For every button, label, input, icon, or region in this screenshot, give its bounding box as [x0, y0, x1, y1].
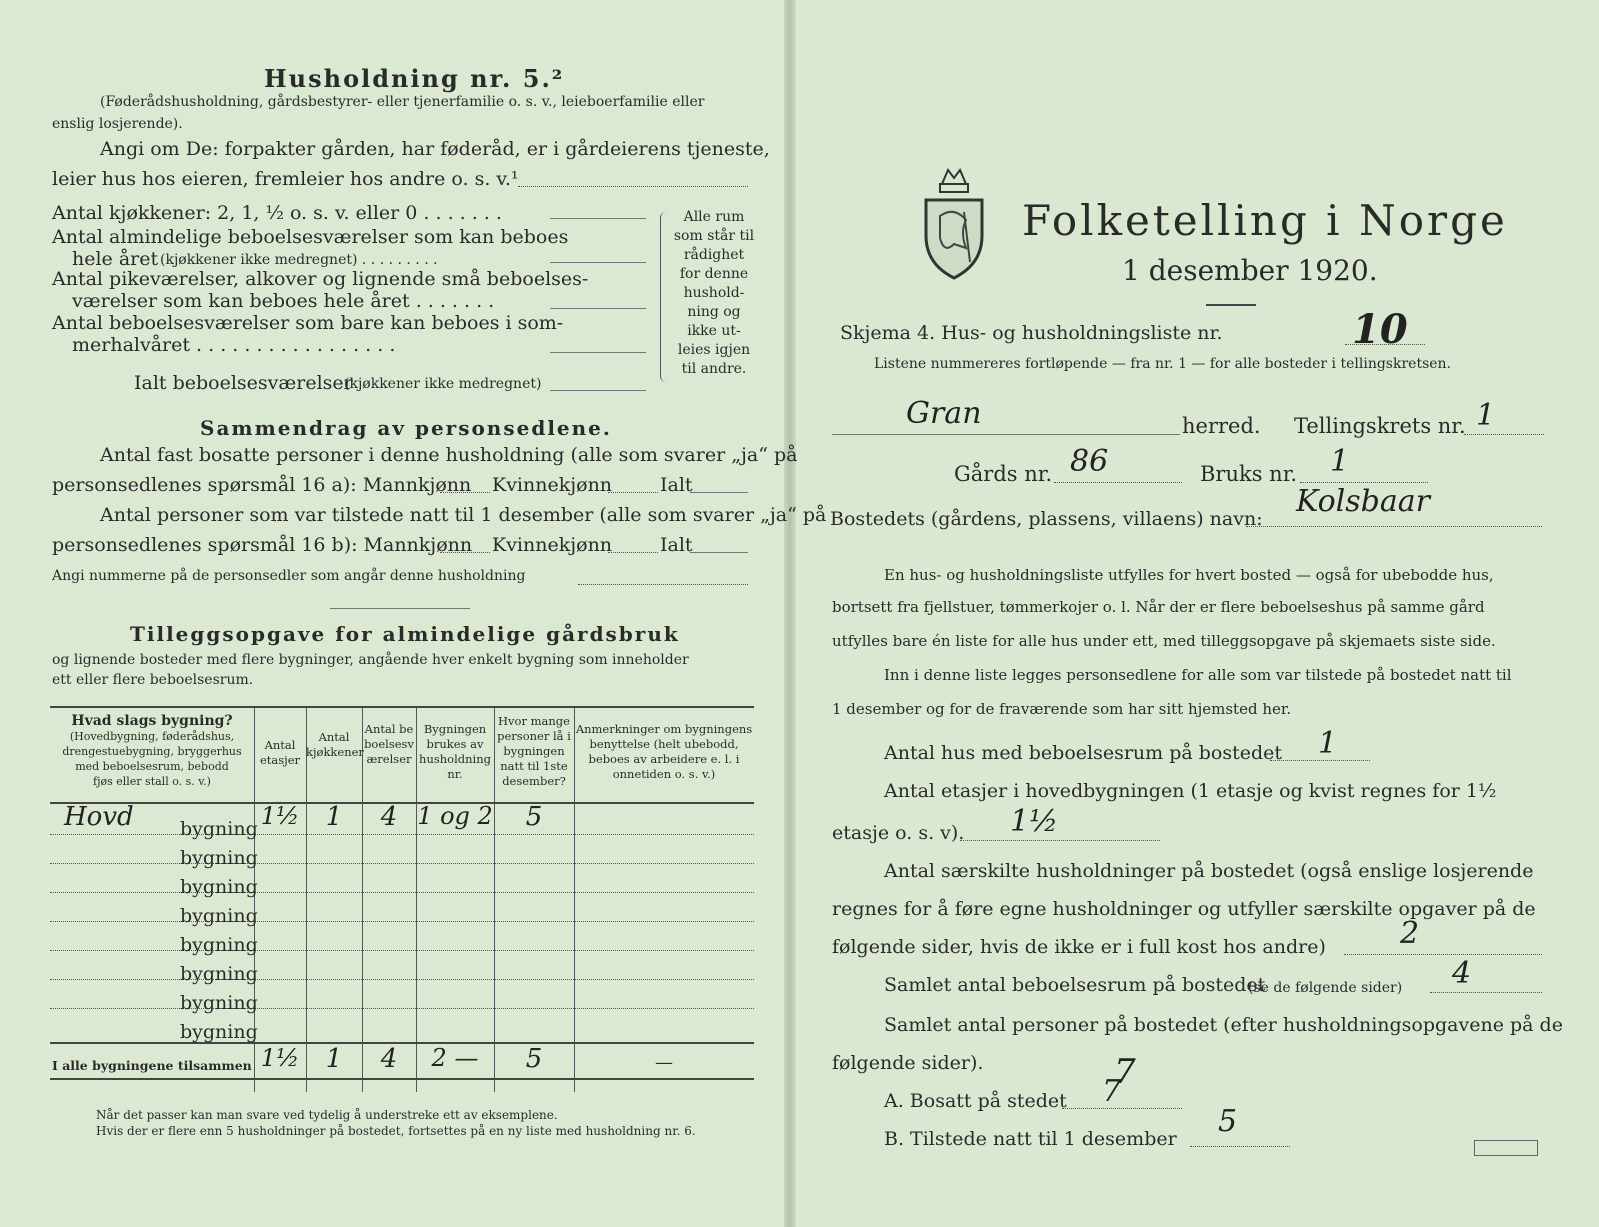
row-1-type: Hovd — [64, 802, 134, 832]
pike-answer-line — [550, 308, 646, 309]
fast-mann-line — [440, 492, 490, 493]
skjema-nr: 10 — [1352, 306, 1408, 353]
herred-label: herred. — [1182, 414, 1261, 438]
angi-line-2: leier hus hos eieren, fremleier hos andre o. s. v.¹ — [52, 168, 519, 190]
row-1-label: bygning — [180, 818, 258, 840]
samlet-rum-label: Samlet antal beboelsesrum på bostedet — [884, 974, 1266, 996]
coat-of-arms-icon — [920, 166, 988, 284]
ialt-label: Ialt beboelsesværelser — [134, 372, 353, 394]
footnote-1: Når det passer kan man svare ved tydelig å understreke ett av eksemplene. — [96, 1108, 558, 1122]
sarskilte-answer-line — [1344, 954, 1542, 955]
kjokkener-answer-line — [550, 218, 646, 219]
tilstede-mann-line — [440, 552, 490, 553]
row-1-personer: 5 — [525, 802, 543, 832]
footnote-2: Hvis der er flere enn 5 husholdninger på bostedet, fortsettes på en ny liste med husholdning nr. 6. — [96, 1124, 696, 1138]
fast-ialt-line — [690, 492, 748, 493]
tillegg-line-2: ett eller flere beboelsesrum. — [52, 672, 254, 688]
nummerne-line — [578, 584, 748, 585]
etasjer-answer-line — [960, 840, 1160, 841]
total-vaerelser: 4 — [380, 1044, 398, 1074]
fast-line-2: personsedlenes spørsmål 16 a): Mannkjønn — [52, 474, 472, 496]
page-fold — [784, 0, 796, 1227]
tilstede-label: B. Tilstede natt til 1 desember — [884, 1128, 1177, 1150]
row-4-label: bygning — [180, 905, 258, 927]
instr-3: utfylles bare én liste for alle hus under ett, med tilleggsopgave på skjemaets siste side. — [832, 632, 1496, 650]
sommer-label-2: merhalvåret . . . . . . . . . . . . . . . . . — [72, 334, 396, 356]
sidenote-brace — [660, 212, 671, 382]
sarskilte-line-2: regnes for å føre egne husholdninger og utfyller særskilte opgaver på de — [832, 898, 1536, 920]
sommer-answer-line — [550, 352, 646, 353]
bostedet-line — [1246, 526, 1542, 527]
sidenote: Alle rum som står til rådighet for denne hushold- ning og ikke ut- leies igjen til andre. — [673, 209, 755, 377]
tilstede-ialt-line — [690, 552, 748, 553]
sammendrag-title: Sammendrag av personsedlene. — [200, 416, 612, 440]
tillegg-line-1: og lignende bosteder med flere bygninger, angående hver enkelt bygning som inneholder — [52, 652, 689, 668]
samlet-pers-value: 7 — [1114, 1052, 1136, 1092]
tilstede-line-2: personsedlenes spørsmål 16 b): Mannkjønn — [52, 534, 473, 556]
row-1-kjokkener: 1 — [325, 802, 343, 832]
row-5-label: bygning — [180, 934, 258, 956]
row-2-label: bygning — [180, 847, 258, 869]
bruks-nr: 1 — [1330, 444, 1350, 479]
tellingskrets-label: Tellingskrets nr. — [1294, 414, 1466, 438]
bosatt-value: 7 — [1102, 1074, 1122, 1109]
col-header-husholdning: Bygningen brukes av husholdning nr. — [419, 722, 491, 781]
gards-line — [1054, 482, 1182, 483]
col-header-anmerkninger: Anmerkninger om bygningens benyttelse (helt ubebodd, beboes av arbeidere e. l. i onnetiden o. s. v.) — [575, 722, 753, 781]
kjokkener-label: Antal kjøkkener: 2, 1, ½ o. s. v. eller 0 . . . . . . . — [52, 202, 502, 224]
listene-note: Listene nummereres fortløpende — fra nr. 1 — for alle bosteder i tellingskretsen. — [874, 356, 1452, 372]
nummerne-label: Angi nummerne på de personsedler som angår denne husholdning — [52, 568, 526, 584]
col-header-vaerelser: Antal beboelsesværelser — [364, 722, 414, 766]
household-title: Husholdning nr. 5.² — [264, 64, 565, 93]
samlet-rum-value: 4 — [1452, 956, 1472, 991]
samlet-rum-line — [1430, 992, 1542, 993]
total-kjokkener: 1 — [325, 1044, 343, 1074]
antal-hus-value: 1 — [1318, 726, 1338, 761]
alminnelige-label-2: hele året — [72, 248, 159, 270]
etasjer-line-2: etasje o. s. v). — [832, 822, 965, 844]
row-1-vaerelser: 4 — [380, 802, 398, 832]
pike-label-1: Antal pikeværelser, alkover og lignende små beboelses- — [52, 268, 589, 290]
samlet-pers-line-2: følgende sider). — [832, 1052, 984, 1074]
tilstede-kvinne-line — [608, 552, 658, 553]
census-date: 1 desember 1920. — [1122, 254, 1378, 287]
bruks-line — [1300, 482, 1428, 483]
etasjer-value: 1½ — [1010, 804, 1059, 839]
tilstede-value: 5 — [1218, 1104, 1238, 1139]
fast-kvinne-label: Kvinnekjønn — [492, 474, 613, 496]
col-header-type-title: Hvad slags bygning? — [71, 713, 233, 729]
section-divider — [330, 608, 470, 609]
household-type-note-2: enslig losjerende). — [52, 116, 183, 132]
instr-4: Inn i denne liste legges personsedlene for alle som var tilstede på bostedet natt til — [884, 666, 1512, 684]
alminnelige-note: (kjøkkener ikke medregnet) . . . . . . . . . — [160, 252, 438, 268]
total-label: I alle bygningene tilsammen — [52, 1058, 252, 1073]
tilstede-ialt-label: Ialt — [660, 534, 693, 556]
sarskilte-value: 2 — [1400, 916, 1420, 951]
ialt-answer-line — [550, 390, 646, 391]
row-3-label: bygning — [180, 876, 258, 898]
tilstede-line-1: Antal personer som var tilstede natt til 1 desember (alle som svarer „ja“ på — [100, 504, 827, 526]
row-7-label: bygning — [180, 992, 258, 1014]
bostedet-label: Bostedets (gårdens, plassens, villaens) navn: — [830, 508, 1263, 530]
printer-stamp — [1474, 1140, 1538, 1156]
row-1-husholdning: 1 og 2 — [417, 802, 493, 830]
gards-label: Gårds nr. — [954, 462, 1053, 486]
row-8-label: bygning — [180, 1021, 258, 1043]
instr-1: En hus- og husholdningsliste utfylles for hvert bosted — også for ubebodde hus, — [884, 566, 1494, 584]
tilstede-line — [1190, 1146, 1290, 1147]
herred-value: Gran — [906, 396, 982, 431]
total-husholdning: 2 — — [431, 1044, 479, 1072]
row-1-etasjer: 1½ — [260, 802, 300, 830]
instr-5: 1 desember og for de fraværende som har sitt hjemsted her. — [832, 700, 1292, 718]
etasjer-line-1: Antal etasjer i hovedbygningen (1 etasje og kvist regnes for 1½ — [884, 780, 1497, 802]
angi-line-1: Angi om De: forpakter gården, har føderåd, er i gårdeierens tjeneste, — [100, 138, 770, 160]
samlet-rum-note: (se de følgende sider) — [1248, 980, 1403, 996]
sarskilte-line-1: Antal særskilte husholdninger på bostedet (også enslige losjerende — [884, 860, 1534, 882]
total-personer: 5 — [525, 1044, 543, 1074]
gards-nr: 86 — [1070, 444, 1109, 479]
bruks-label: Bruks nr. — [1200, 462, 1298, 486]
samlet-pers-line-1: Samlet antal personer på bostedet (efter husholdningsopgavene på de — [884, 1014, 1563, 1036]
pike-label-2: værelser som kan beboes hele året . . . . . . . — [72, 290, 495, 312]
instr-2: bortsett fra fjellstuer, tømmerkojer o. l. Når der er flere beboelseshus på samme gård — [832, 598, 1485, 616]
skjema-label: Skjema 4. Hus- og husholdningsliste nr. — [840, 322, 1223, 344]
fast-line-1: Antal fast bosatte personer i denne husholdning (alle som svarer „ja“ på — [100, 444, 798, 466]
bosatt-label: A. Bosatt på stedet — [884, 1090, 1067, 1112]
household-type-note: (Føderådshusholdning, gårdsbestyrer- eller tjenerfamilie o. s. v., leieboerfamilie eller — [100, 94, 705, 110]
ialt-note: (kjøkkener ikke medregnet) — [344, 376, 542, 392]
col-header-personer: Hvor mange personer lå i bygningen natt til 1ste desember? — [497, 714, 571, 788]
antal-hus-label: Antal hus med beboelsesrum på bostedet — [884, 742, 1283, 764]
title-divider — [1206, 304, 1256, 306]
row-6-label: bygning — [180, 963, 258, 985]
tellingskrets-nr: 1 — [1476, 398, 1496, 433]
census-title: Folketelling i Norge — [1022, 196, 1508, 245]
sommer-label-1: Antal beboelsesværelser som bare kan beboes i som- — [52, 312, 564, 334]
alminnelige-answer-line — [550, 262, 646, 263]
sarskilte-line-3: følgende sider, hvis de ikke er i full kost hos andre) — [832, 936, 1326, 958]
total-anm: — — [655, 1052, 673, 1073]
col-header-kjokkener: Antal kjøkkener — [306, 730, 364, 759]
col-header-etasjer: Antal etasjer — [259, 738, 301, 767]
bosatt-line — [1062, 1108, 1182, 1109]
bostedet-value: Kolsbaar — [1296, 484, 1430, 519]
alminnelige-label-1: Antal almindelige beboelsesværelser som kan beboes — [52, 226, 569, 248]
angi-answer-line — [518, 186, 748, 187]
building-table — [50, 706, 754, 1098]
tilstede-kvinne-label: Kvinnekjønn — [492, 534, 613, 556]
herred-line — [832, 434, 1180, 435]
tellingskrets-line — [1464, 434, 1544, 435]
fast-kvinne-line — [608, 492, 658, 493]
tillegg-title: Tilleggsopgave for almindelige gårdsbruk — [130, 622, 680, 646]
col-header-type: Hvad slags bygning? (Hovedbygning, føderådshus, drengestuebygning, bryggerhus med beboelsesrum, bebodd fjøs eller stall o. s. v.) — [50, 714, 254, 789]
fast-ialt-label: Ialt — [660, 474, 693, 496]
total-etasjer: 1½ — [260, 1044, 300, 1072]
